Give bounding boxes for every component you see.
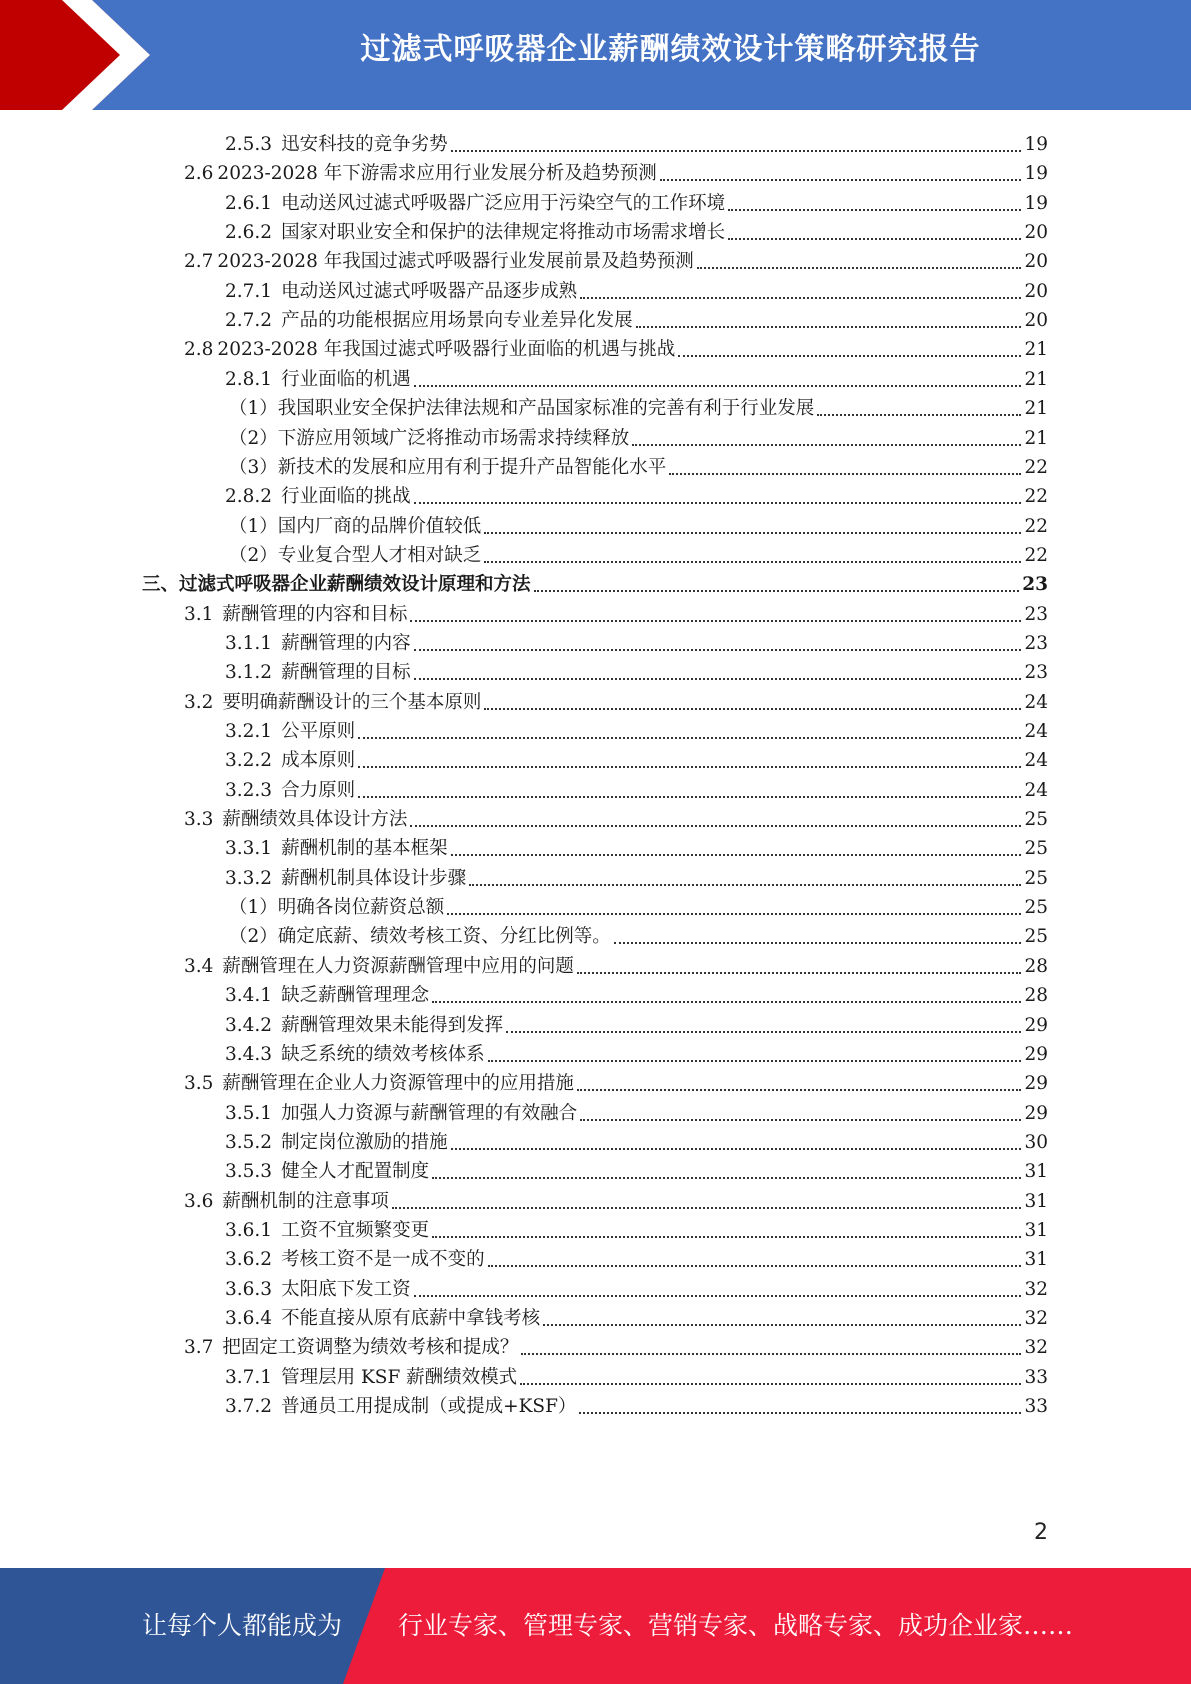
toc-entry-title: 行业面临的挑战 [281, 486, 411, 508]
toc-entry-number: （2） [229, 926, 278, 948]
toc-leader-dots [484, 561, 1021, 563]
toc-entry[interactable] [225, 742, 1048, 773]
toc-entry-page: 21 [1024, 368, 1048, 390]
toc-entry-title: 确定底薪、绩效考核工资、分红比例等。 [277, 926, 611, 948]
toc-entry-title: 管理层用 KSF 薪酬绩效模式 [281, 1366, 518, 1388]
toc-entry-page: 33 [1024, 1396, 1048, 1418]
document-title: 过滤式呼吸器企业薪酬绩效设计策略研究报告 [360, 32, 981, 67]
toc-entry-title: 2023-2028 年我国过滤式呼吸器行业面临的机遇与挑战 [217, 339, 676, 361]
toc-entry-title: 2023-2028 年我国过滤式呼吸器行业发展前景及趋势预测 [217, 251, 694, 273]
toc-leader-dots [579, 1412, 1021, 1414]
toc-entry[interactable] [225, 1359, 1048, 1390]
toc-entry[interactable] [184, 1329, 1048, 1360]
toc-leader-dots [414, 649, 1022, 651]
toc-entry-number: 3.2.1 [225, 721, 273, 742]
toc-entry-number: 3.4 [184, 955, 214, 977]
toc-entry-number: 2.6.2 [225, 222, 273, 244]
toc-leader-dots [410, 825, 1021, 827]
toc-entry[interactable] [229, 537, 1048, 568]
toc-entry-number: 2.8 [184, 339, 214, 361]
toc-entry-page: 29 [1024, 1073, 1048, 1095]
toc-entry-number: 3.3 [184, 809, 214, 831]
toc-entry-title: 国内厂商的品牌价值较低 [277, 515, 482, 537]
toc-entry-page: 31 [1024, 1219, 1048, 1241]
toc-entry-number: （1） [229, 897, 278, 919]
toc-entry[interactable] [225, 1036, 1048, 1067]
toc-entry-number: 2.6 [184, 163, 214, 185]
toc-entry-number: 2.8.1 [225, 368, 273, 390]
toc-entry-title: 要明确薪酬设计的三个基本原则 [222, 691, 482, 713]
toc-entry-title: 明确各岗位薪资总额 [277, 897, 445, 919]
toc-entry-title: 新技术的发展和应用有利于提升产品智能化水平 [277, 456, 667, 478]
toc-entry-page: 20 [1024, 222, 1048, 244]
toc-entry-page: 25 [1024, 926, 1048, 948]
toc-entry-number: 三、 [142, 574, 180, 596]
toc-entry[interactable] [184, 243, 1048, 274]
toc-entry[interactable] [229, 508, 1048, 539]
toc-entry-title: 缺乏薪酬管理理念 [281, 985, 430, 1007]
toc-entry[interactable] [229, 420, 1048, 451]
toc-entry-title: 迅安科技的竞争劣势 [281, 134, 448, 155]
toc-entry-page: 21 [1024, 427, 1048, 449]
toc-entry-page: 20 [1024, 251, 1048, 273]
toc-entry-number: 3.6.4 [225, 1308, 273, 1329]
toc-entry-title: 薪酬机制的基本框架 [281, 838, 448, 860]
toc-leader-dots [432, 1177, 1021, 1179]
toc-leader-dots [410, 620, 1021, 622]
toc-entry-page: 28 [1024, 955, 1048, 977]
toc-entry-number: 3.4.1 [225, 985, 273, 1007]
toc-entry-title: 工资不宜频繁变更 [281, 1219, 430, 1241]
toc-leader-dots [451, 854, 1022, 856]
footer-slogan-right: 行业专家、管理专家、营销专家、战略专家、成功企业家…… [398, 1611, 1074, 1640]
toc-entry-page: 24 [1024, 691, 1048, 713]
toc-leader-dots [506, 1031, 1021, 1033]
toc-entry-title: 过滤式呼吸器企业薪酬绩效设计原理和方法 [179, 574, 531, 596]
toc-entry-title: 薪酬机制的注意事项 [222, 1190, 389, 1212]
toc-entry[interactable] [225, 1153, 1048, 1184]
toc-entry-number: （1） [229, 398, 278, 420]
toc-entry-title: 薪酬管理的内容和目标 [222, 603, 408, 625]
toc-entry-title: 专业复合型人才相对缺乏 [277, 544, 482, 566]
toc-entry-number: 2.7.1 [225, 280, 273, 302]
toc-entry[interactable] [225, 126, 1048, 157]
toc-entry-number: （2） [229, 544, 278, 566]
toc-entry-page: 21 [1024, 398, 1048, 420]
toc-entry-page: 32 [1024, 1278, 1048, 1300]
toc-entry[interactable] [184, 1183, 1048, 1214]
toc-entry-title: 薪酬管理在企业人力资源管理中的应用措施 [222, 1073, 574, 1095]
toc-entry[interactable] [184, 684, 1048, 715]
toc-entry[interactable] [225, 713, 1048, 744]
toc-leader-dots [451, 150, 1022, 152]
toc-entry[interactable] [225, 977, 1048, 1008]
toc-leader-dots [636, 326, 1022, 328]
toc-entry[interactable] [225, 1007, 1048, 1038]
toc-entry-title: 健全人才配置制度 [281, 1161, 430, 1183]
toc-entry-title: 加强人力资源与薪酬管理的有效融合 [281, 1102, 578, 1124]
toc-entry[interactable] [225, 214, 1048, 245]
toc-entry-title: 太阳底下发工资 [281, 1278, 411, 1300]
toc-entry[interactable] [225, 1212, 1048, 1243]
toc-entry-title: 我国职业安全保护法律法规和产品国家标准的完善有利于行业发展 [277, 398, 815, 420]
toc-entry-number: （3） [229, 456, 278, 478]
toc-entry-number: 2.8.2 [225, 486, 273, 508]
toc-entry[interactable] [225, 273, 1048, 304]
toc-leader-dots [451, 1148, 1022, 1150]
toc-entry-page: 29 [1024, 1102, 1048, 1124]
toc-entry-number: 3.5.3 [225, 1161, 273, 1183]
toc-entry-page: 23 [1022, 574, 1048, 596]
toc-entry-number: 3.1.2 [225, 662, 273, 684]
toc-entry-number: 3.4.3 [225, 1043, 273, 1065]
toc-leader-dots [358, 766, 1021, 768]
toc-entry-number: 3.4.2 [225, 1014, 273, 1036]
toc-entry-title: 下游应用领域广泛将推动市场需求持续释放 [277, 427, 630, 449]
toc-entry-page: 21 [1024, 339, 1048, 361]
toc-entry-page: 24 [1024, 721, 1048, 742]
toc-leader-dots [414, 678, 1022, 680]
toc-entry-title: 成本原则 [281, 750, 356, 772]
toc-leader-dots [669, 473, 1021, 475]
toc-entry-number: 3.3.2 [225, 867, 273, 889]
toc-entry[interactable] [225, 1241, 1048, 1272]
toc-entry-number: 3.1 [184, 603, 214, 625]
toc-entry-title: 普通员工用提成制（或提成+KSF） [281, 1396, 577, 1418]
toc-leader-dots [432, 1236, 1021, 1238]
toc-entry[interactable] [184, 596, 1048, 627]
toc-entry-page: 25 [1024, 838, 1048, 860]
toc-entry[interactable] [225, 1271, 1048, 1302]
toc-leader-dots [520, 1383, 1021, 1385]
toc-entry-title: 制定岗位激励的措施 [281, 1131, 448, 1153]
page-number: 2 [1034, 1520, 1048, 1545]
toc-entry-title: 2023-2028 年下游需求应用行业发展分析及趋势预测 [217, 163, 657, 185]
toc-leader-dots [580, 1119, 1021, 1121]
toc-leader-dots [577, 1089, 1022, 1091]
toc-entry-page: 24 [1024, 750, 1048, 772]
toc-entry[interactable] [184, 1065, 1048, 1096]
toc-entry-number: 3.3.1 [225, 838, 273, 860]
toc-entry[interactable] [184, 801, 1048, 832]
toc-entry-title: 薪酬管理的目标 [281, 662, 411, 684]
toc-entry-number: 3.2.2 [225, 750, 273, 772]
page-header [0, 0, 1191, 110]
toc-leader-dots [484, 532, 1021, 534]
toc-entry-number: 2.6.1 [225, 192, 273, 214]
toc-entry-title: 产品的功能根据应用场景向专业差异化发展 [281, 310, 633, 332]
toc-leader-dots [469, 884, 1021, 886]
toc-entry-page: 19 [1024, 163, 1048, 185]
toc-entry-number: 3.7 [184, 1337, 214, 1359]
toc-entry-page: 23 [1024, 603, 1048, 625]
toc-entry[interactable] [225, 302, 1048, 333]
toc-leader-dots [432, 1001, 1021, 1003]
toc-leader-dots [697, 267, 1022, 269]
toc-leader-dots [358, 737, 1021, 739]
page-footer [0, 1568, 1191, 1684]
toc-leader-dots [392, 1207, 1022, 1209]
toc-entry-page: 22 [1024, 515, 1048, 537]
toc-entry-number: （1） [229, 515, 278, 537]
toc-entry-title: 电动送风过滤式呼吸器产品逐步成熟 [281, 280, 578, 302]
toc-entry-number: 2.7.2 [225, 310, 273, 332]
toc-leader-dots [488, 1060, 1022, 1062]
toc-leader-dots [484, 708, 1021, 710]
toc-entry-page: 22 [1024, 544, 1048, 566]
toc-leader-dots [728, 209, 1021, 211]
toc-entry-page: 31 [1024, 1161, 1048, 1183]
toc-entry[interactable] [225, 1388, 1048, 1419]
toc-entry-number: 3.2.3 [225, 779, 273, 801]
toc-leader-dots [414, 385, 1022, 387]
toc-leader-dots [678, 355, 1021, 357]
toc-entry[interactable] [184, 948, 1048, 979]
toc-entry-page: 23 [1024, 662, 1048, 684]
toc-entry[interactable] [225, 361, 1048, 392]
toc-leader-dots [817, 414, 1021, 416]
toc-entry[interactable] [225, 830, 1048, 861]
toc-entry-page: 28 [1024, 985, 1048, 1007]
toc-entry-number: 3.6 [184, 1190, 214, 1212]
toc-entry[interactable] [225, 185, 1048, 216]
toc-leader-dots [358, 796, 1021, 798]
toc-entry[interactable] [142, 566, 1048, 597]
toc-entry-page: 19 [1024, 192, 1048, 214]
toc-entry-number: 3.7.2 [225, 1396, 273, 1418]
toc-entry-page: 20 [1024, 280, 1048, 302]
toc-entry-page: 22 [1024, 456, 1048, 478]
toc-leader-dots [414, 502, 1022, 504]
toc-entry-page: 25 [1024, 867, 1048, 889]
toc-entry-number: 3.6.3 [225, 1278, 273, 1300]
toc-entry-title: 缺乏系统的绩效考核体系 [281, 1043, 485, 1065]
toc-entry-title: 国家对职业安全和保护的法律规定将推动市场需求增长 [281, 222, 726, 244]
toc-leader-dots [521, 1353, 1021, 1355]
toc-entry[interactable] [184, 155, 1048, 186]
toc-leader-dots [728, 238, 1021, 240]
toc-entry[interactable] [225, 478, 1048, 509]
toc-leader-dots [632, 444, 1021, 446]
toc-entry-title: 薪酬管理效果未能得到发挥 [281, 1014, 504, 1036]
toc-leader-dots [488, 1265, 1022, 1267]
toc-entry[interactable] [184, 331, 1048, 362]
toc-entry-page: 31 [1024, 1190, 1048, 1212]
toc-entry-title: 电动送风过滤式呼吸器广泛应用于污染空气的工作环境 [281, 192, 726, 214]
toc-leader-dots [543, 1324, 1021, 1326]
toc-entry-number: 2.5.3 [225, 134, 273, 155]
toc-entry-page: 20 [1024, 310, 1048, 332]
toc-entry-page: 19 [1024, 134, 1048, 155]
toc-entry-page: 32 [1024, 1337, 1048, 1359]
toc-entry-page: 23 [1024, 632, 1048, 654]
footer-slogan-left: 让每个人都能成为 [142, 1611, 343, 1640]
toc-entry[interactable] [225, 1300, 1048, 1331]
toc-entry[interactable] [225, 1095, 1048, 1126]
toc-entry[interactable] [229, 390, 1048, 421]
toc-entry-title: 薪酬管理在人力资源薪酬管理中应用的问题 [222, 955, 574, 977]
toc-entry-page: 22 [1024, 486, 1048, 508]
toc-entry[interactable] [225, 772, 1048, 803]
toc-entry-page: 32 [1024, 1308, 1048, 1329]
toc-entry[interactable] [229, 918, 1048, 949]
toc-entry-number: 3.1.1 [225, 632, 273, 654]
toc-entry-title: 行业面临的机遇 [281, 368, 411, 390]
toc-entry-page: 25 [1024, 809, 1048, 831]
toc-entry-title: 考核工资不是一成不变的 [281, 1249, 485, 1271]
toc-leader-dots [580, 297, 1021, 299]
toc-entry-number: （2） [229, 427, 278, 449]
toc-entry-title: 薪酬绩效具体设计方法 [222, 809, 408, 831]
toc-entry-number: 3.7.1 [225, 1366, 273, 1388]
toc-leader-dots [660, 179, 1022, 181]
toc-entry[interactable] [225, 654, 1048, 685]
toc-entry[interactable] [225, 860, 1048, 891]
toc-entry-title: 公平原则 [281, 721, 356, 742]
toc-entry-title: 不能直接从原有底薪中拿钱考核 [281, 1308, 541, 1329]
toc-entry[interactable] [225, 625, 1048, 656]
toc-entry-number: 3.6.1 [225, 1219, 273, 1241]
toc-entry[interactable] [229, 889, 1048, 920]
toc-entry-page: 30 [1024, 1131, 1048, 1153]
toc-entry-title: 把固定工资调整为绩效考核和提成？ [222, 1337, 519, 1359]
toc-entry[interactable] [229, 449, 1048, 480]
toc-entry-number: 3.6.2 [225, 1249, 273, 1271]
toc-entry-page: 29 [1024, 1043, 1048, 1065]
toc-entry-number: 3.5.2 [225, 1131, 273, 1153]
toc-leader-dots [614, 942, 1022, 944]
toc-entry-number: 3.5.1 [225, 1102, 273, 1124]
toc-entry-title: 薪酬管理的内容 [281, 632, 411, 654]
toc-entry-number: 3.2 [184, 691, 214, 713]
toc-entry-page: 29 [1024, 1014, 1048, 1036]
toc-entry-page: 31 [1024, 1249, 1048, 1271]
toc-entry-number: 2.7 [184, 251, 214, 273]
toc-entry-page: 24 [1024, 779, 1048, 801]
toc-entry-title: 薪酬机制具体设计步骤 [281, 867, 467, 889]
toc-leader-dots [447, 913, 1021, 915]
toc-entry-number: 3.5 [184, 1073, 214, 1095]
toc-entry-page: 25 [1024, 897, 1048, 919]
toc-entry-title: 合力原则 [281, 779, 356, 801]
toc-leader-dots [534, 590, 1020, 592]
toc-leader-dots [414, 1295, 1022, 1297]
toc-leader-dots [577, 972, 1022, 974]
toc-entry-page: 33 [1024, 1366, 1048, 1388]
toc-entry[interactable] [225, 1124, 1048, 1155]
